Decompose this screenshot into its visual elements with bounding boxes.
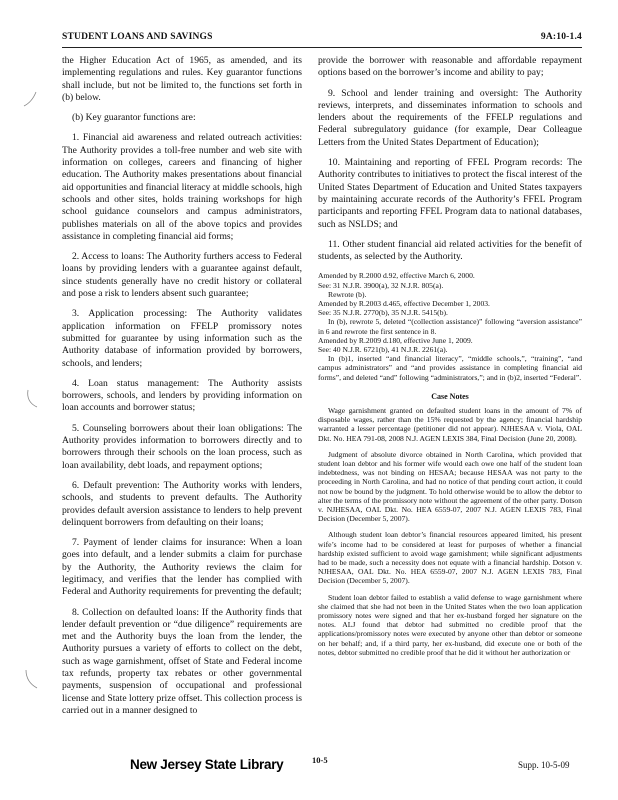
paragraph-item-8: 8. Collection on defaulted loans: If the Authority finds that lender default prevention or “due diligence” requirements are met and the Authority buys the loan from the lender, the Authority pursues a variety of efforts to collect on the debt, such as wage garnishment, offset of State and Federal income tax refunds, property tax rebates or other governmental payments, suspension of occupational and professional license and State lottery prize offset. This collection process is carried out in a manner designed to xyxy=(62,606,302,716)
history-line: See: 40 N.J.R. 6721(b), 41 N.J.R. 2261(a). xyxy=(318,345,448,355)
case-note: Although student loan debtor’s financial resources appeared limited, his present wife’s income had to be considered at least for purposes of whether a financial hardship existed sufficient to avoid wage garnishment; while significant adjustments had to be made, such a necessity does not equate with a financial hardship. Dotson v. NJHESAA, OAL Dkt. No. HEA 6559-07, 2007 N.J. AGEN LEXIS 783, Final Decision (December 5, 2007). xyxy=(318,530,582,586)
right-column xyxy=(318,55,582,664)
history-line: See: 31 N.J.R. 3900(a), 32 N.J.R. 805(a). xyxy=(318,280,444,290)
amendment-history xyxy=(318,271,582,381)
history-line: In (b), rewrote 5, deleted “(collection assistance)” following “aversion assistance” in 6 and rewrote the first sentence in 8. xyxy=(318,317,582,336)
header-section-number: 9A:10-1.4 xyxy=(540,32,582,42)
history-line: Rewrote (b). xyxy=(328,289,367,299)
paragraph-item-9: 9. School and lender training and oversight: The Authority reviews, interprets, and disseminates information to schools and lenders about the requirements of the FFELP regulations and Federal subregulatory guidance (for example, Dear Colleague Letters from the United States Department of Education); xyxy=(318,87,582,148)
paragraph-item-3: 3. Application processing: The Authority validates application information on FFELP promissory notes submitted for guarantee by using information such as the Authority database of information provided by borrowers, schools, and lenders; xyxy=(62,308,302,369)
case-note: Judgment of absolute divorce obtained in North Carolina, which provided that student loan debtor and his former wife would each owe one half of the student loan indebtedness, was not binding on HESAA; because HESAA was not party to the proceeding in North Carolina, and had no notice of that pending court action, it could not now be bound by the judgment. To hold otherwise would be to allow the debtor to alter the terms of the promissory note without the agreement of the other party. Dotson v. NJHESAA, OAL Dkt. No. HEA 6559-07, 2007 N.J. AGEN LEXIS 783, Final Decision (December 5, 2007). xyxy=(318,449,582,524)
margin-mark-icon xyxy=(22,88,38,110)
header-title: STUDENT LOANS AND SAVINGS xyxy=(62,32,213,42)
library-watermark: New Jersey State Library xyxy=(130,757,284,772)
case-note: Student loan debtor failed to establish a valid defense to wage garnishment where she claimed that she had not been in the United States when the two loan application promissory notes were signed and that her ex-husband forged her signature on the notes. ALJ found that debtor had submitted no credible proof that the applications/promissory notes were executed by anyone other than debtor or someone on her behalf; and, if a third party, her ex-husband, did execute one or both of the notes, debtor submitted no credible proof that he did it without her authorization or xyxy=(318,592,582,657)
paragraph-item-4: 4. Loan status management: The Authority assists borrowers, schools, and lenders by providing information on loan accounts and borrower status; xyxy=(62,377,302,414)
margin-mark-icon xyxy=(22,668,38,690)
paragraph-subsection-b: (b) Key guarantor functions are: xyxy=(72,112,196,124)
history-line: See: 35 N.J.R. 2770(b), 35 N.J.R. 5415(b). xyxy=(318,308,448,318)
paragraph-item-5: 5. Counseling borrowers about their loan obligations: The Authority provides information to borrowers directly and to borrowers through their schools on the loan process, such as loan availability, debt loads, and repayment options; xyxy=(62,422,302,471)
left-column xyxy=(62,55,302,725)
history-line: Amended by R.2003 d.465, effective December 1, 2003. xyxy=(318,299,490,309)
paragraph-item-2: 2. Access to loans: The Authority furthers access to Federal loans by providing lenders with a guarantee against default, since students generally have no credit history or collateral and pose a risk to lenders absent such guarantee; xyxy=(62,251,302,300)
history-line: In (b)1, inserted “and financial literacy”, “middle schools,”, “training”, “and campus administrators” and “and provides assistance in completing financial aid forms”, and deleted “and” following “administrators,”; and in (b)2, inserted “Federal”. xyxy=(318,354,582,382)
history-line: Amended by R.2009 d.180, effective June 1, 2009. xyxy=(318,335,473,345)
running-header xyxy=(62,32,582,46)
supplement-date: Supp. 10-5-09 xyxy=(518,760,570,770)
case-notes-heading: Case Notes xyxy=(431,391,469,401)
paragraph-item-11: 11. Other student financial aid related activities for the benefit of students, as selected by the Authority. xyxy=(318,238,582,263)
paragraph-item-1: 1. Financial aid awareness and related outreach activities: The Authority provides a toll-free number and web site with information on colleges, careers and financing of higher education. The Authority makes presentations about financial aid opportunities and financial literacy at middle schools, high schools and other sites, holds training workshops for high school guidance counselors and campus administrators, publishes materials on all of the above topics and provides assistance in completing financial aid forms; xyxy=(62,132,302,242)
case-note: Wage garnishment granted on defaulted student loans in the amount of 7% of disposable wages, rather than the 15% requested by the agency; financial hardship warranted a lesser percentage (petitioner did not appear). NJHESAA v. Viola, OAL Dkt. No. HEA 791-08, 2008 N.J. AGEN LEXIS 384, Final Decision (June 20, 2008). xyxy=(318,405,582,443)
margin-mark-icon xyxy=(22,388,38,410)
paragraph-item-8-continued: provide the borrower with reasonable and affordable repayment options based on the borrower’s income and ability to pay; xyxy=(318,55,582,79)
header-rule xyxy=(62,47,582,48)
page-number: 10-5 xyxy=(312,755,328,765)
paragraph-item-7: 7. Payment of lender claims for insurance: When a loan goes into default, and a lender submits a claim for purchase by the Authority, the Authority reviews the claim for legitimacy, and verifies that the lender has complied with Federal and Authority requirements for preventing the default; xyxy=(62,537,302,598)
paragraph-item-10: 10. Maintaining and reporting of FFEL Program records: The Authority contributes to initiatives to protect the fiscal interest of the United States Department of Education and United States taxpayers by maintaining accurate records of the Authority’s FFEL Program participants and reporting FFEL Program data to national databases, such as NSLDS; and xyxy=(318,157,582,230)
paragraph-item-6: 6. Default prevention: The Authority works with lenders, schools, and students to prevent defaults. The Authority provides default aversion assistance to lenders to help prevent delinquent borrowers from defaulting on their loans; xyxy=(62,479,302,528)
paragraph-intro-continued: the Higher Education Act of 1965, as amended, and its implementing regulations and rules. Key guarantor functions shall include, but not be limited to, the functions set forth in (b) below. xyxy=(62,55,302,103)
history-line: Amended by R.2000 d.92, effective March 6, 2000. xyxy=(318,271,475,281)
